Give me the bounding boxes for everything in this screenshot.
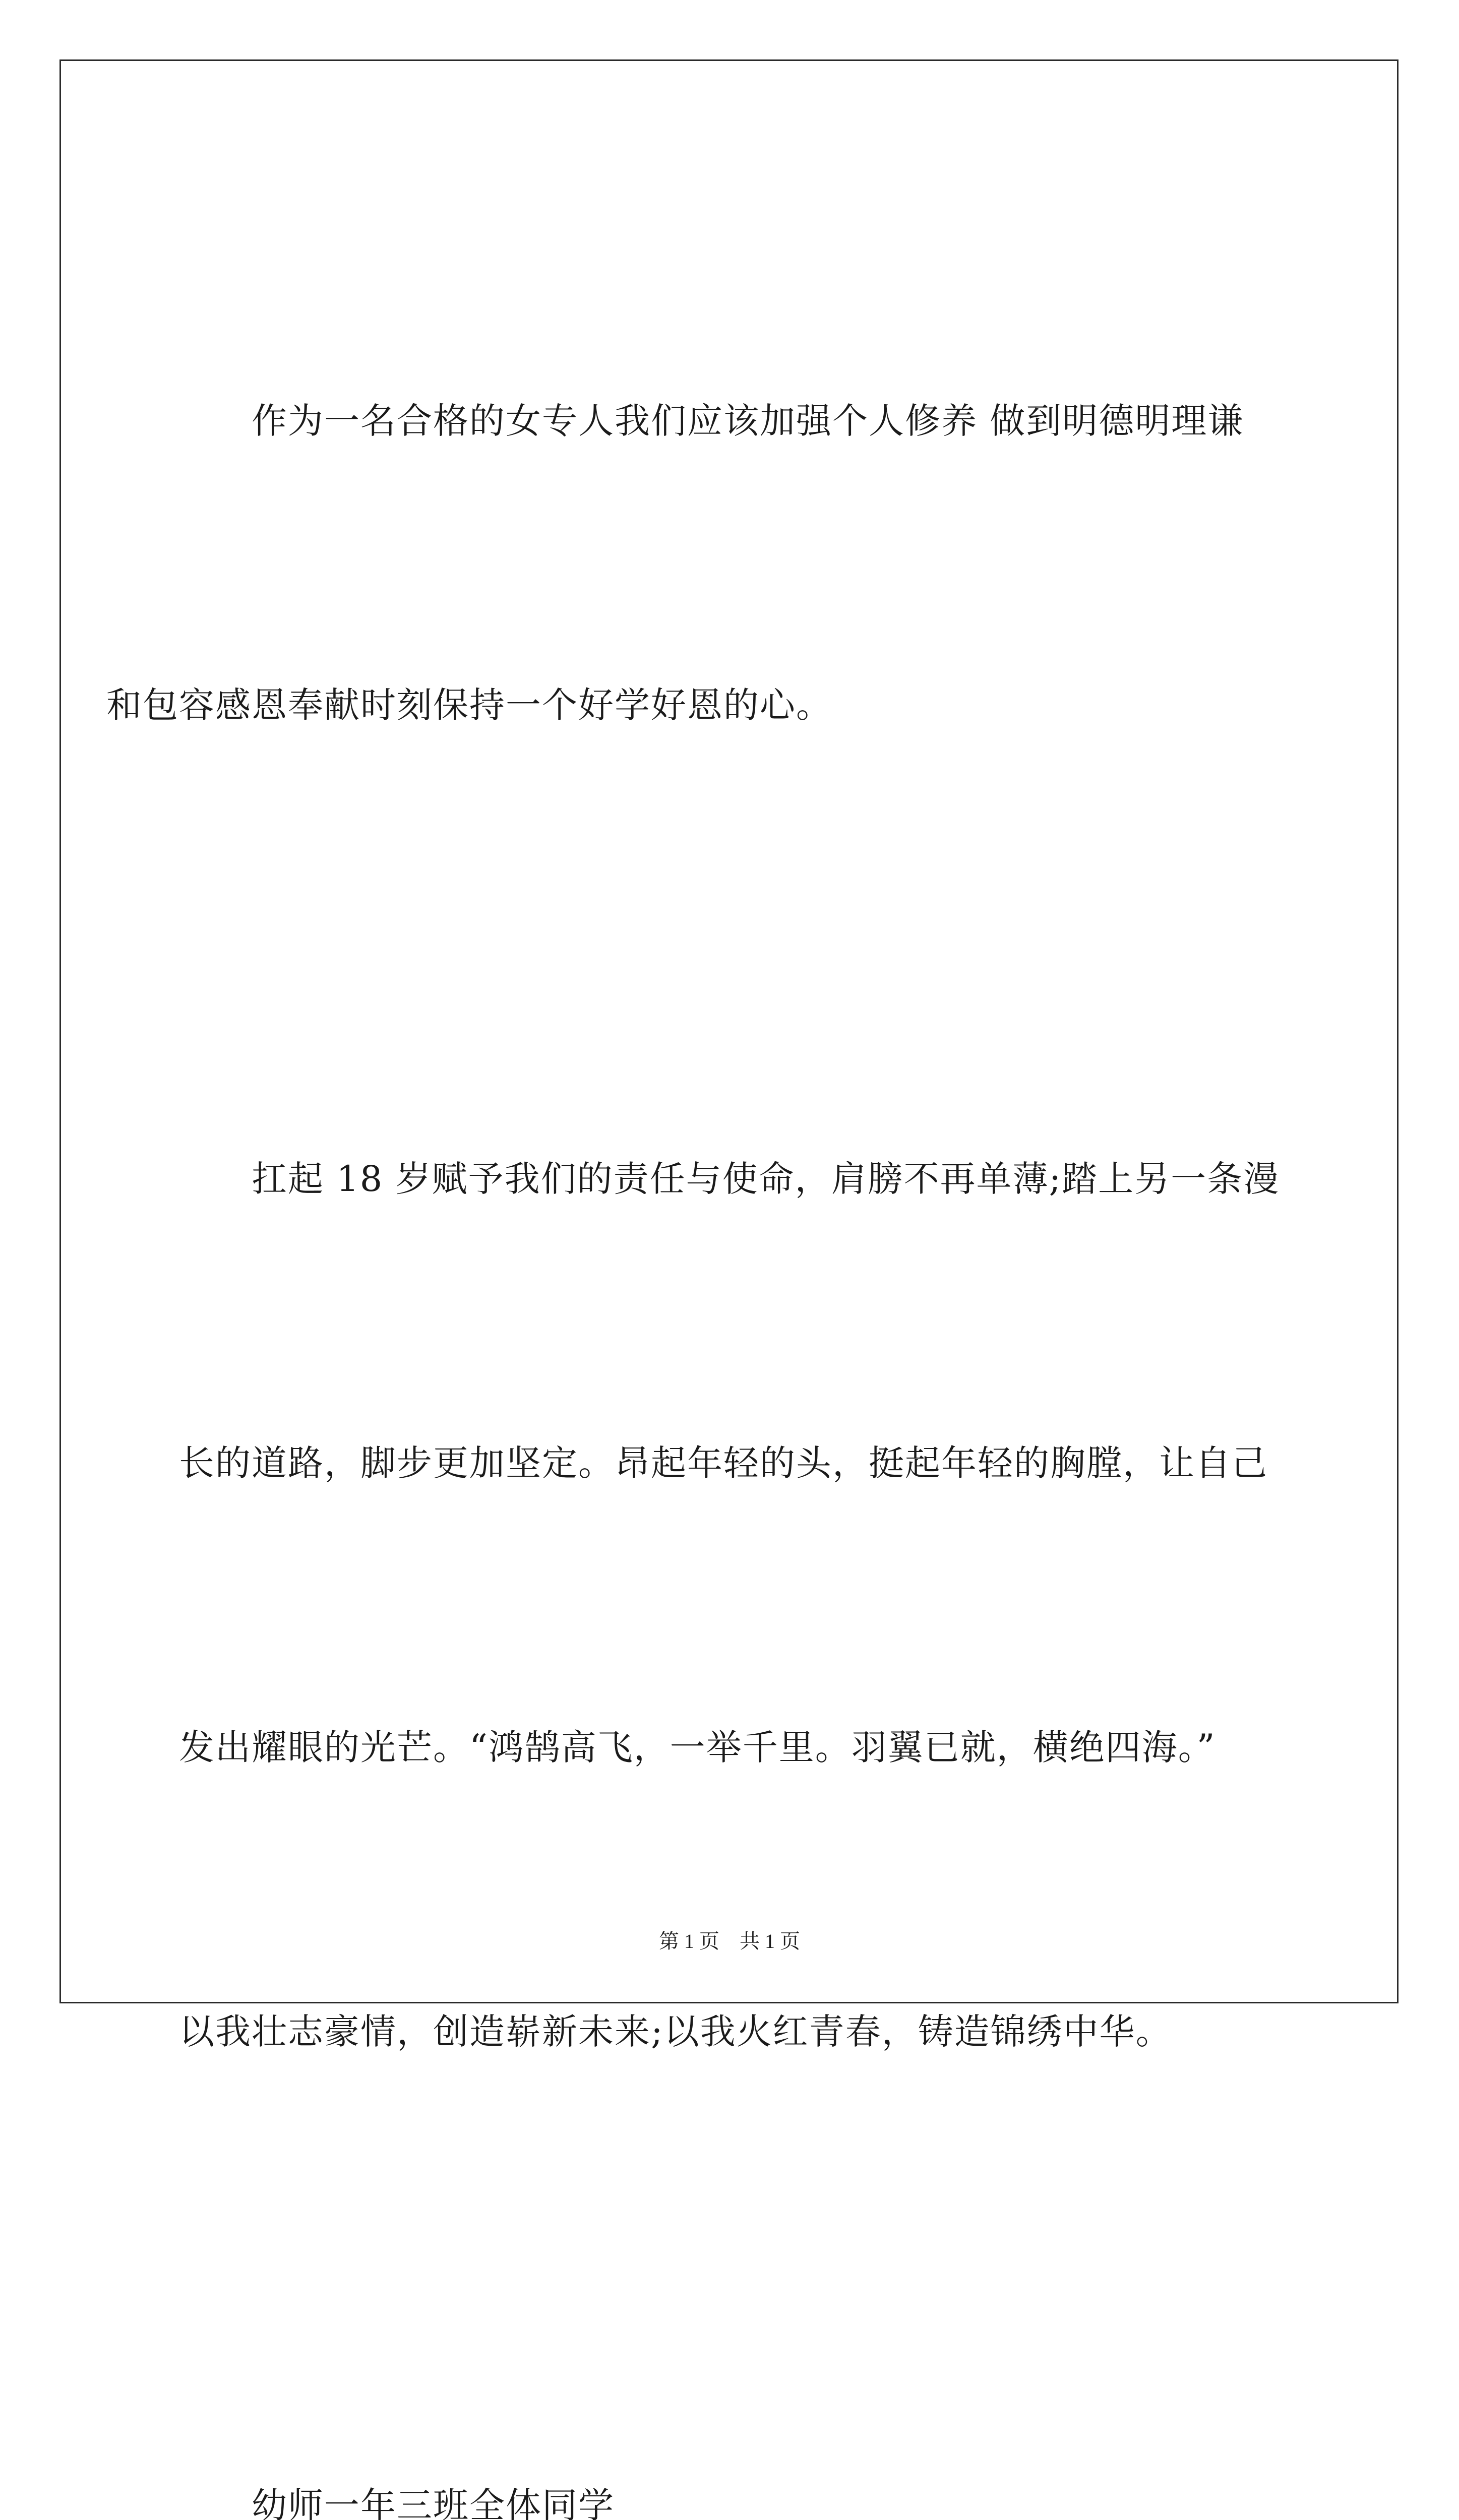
document-body — [106, 184, 1283, 2520]
page-number-footer: 第 1 页 共 1 页 — [659, 1930, 800, 1952]
text-line: 幼师一年三班全体同学 — [252, 2485, 615, 2520]
paragraph-1 — [106, 184, 1283, 942]
text-line: 作为一名合格的女专人我们应该加强个人修养 做到明德明理谦 — [252, 400, 1244, 442]
paragraph-2 — [179, 942, 1283, 2269]
paragraph-signature — [179, 2269, 1283, 2520]
text-line: 发出耀眼的光芒。“鸿鹄高飞，一举千里。羽翼已就，横绝四海。” — [179, 1727, 1216, 1768]
text-line: 以我壮志豪情，创造崭新未来;以我火红青春，铸造锦绣中华。 — [179, 2011, 1172, 2052]
text-line: 长的道路，脚步更加坚定。昂起年轻的头，挺起年轻的胸膛，让自己 — [179, 1442, 1268, 1484]
text-line: 和包容感恩奉献时刻保持一个好学好恩的心。 — [106, 684, 832, 726]
text-line: 扛起 18 岁赋予我们的责任与使命，肩膀不再单薄;踏上另一条漫 — [252, 1158, 1280, 1200]
